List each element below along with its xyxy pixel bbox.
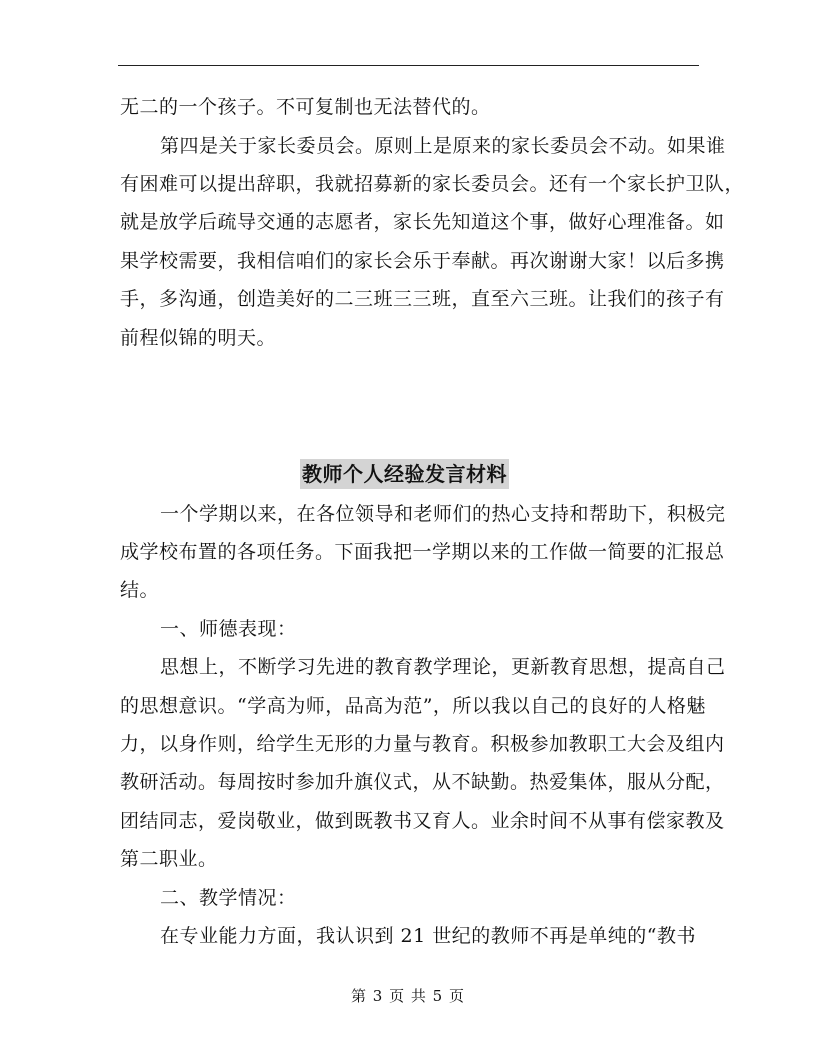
body-line: 思想上，不断学习先进的教育教学理论，更新教育思想，提高自己 <box>160 656 726 678</box>
body-line: 团结同志，爱岗敬业，做到既教书又育人。业余时间不从事有偿家教及 <box>120 810 725 832</box>
body-line: 结。 <box>120 579 160 601</box>
body-line: 第二职业。 <box>120 848 218 870</box>
body-line: 有困难可以提出辞职，我就招募新的家长委员会。还有一个家长护卫队， <box>120 173 745 195</box>
body-line: 的思想意识。“学高为师，品高为范”，所以我以自己的良好的人格魅 <box>120 695 706 717</box>
section-heading: 一、师德表现： <box>160 618 297 640</box>
body-line: 一个学期以来，在各位领导和老师们的热心支持和帮助下，积极完 <box>160 503 726 525</box>
body-line: 在专业能力方面，我认识到 21 世纪的教师不再是单纯的“教书 <box>160 925 696 947</box>
body-line: 力，以身作则，给学生无形的力量与教育。积极参加教职工大会及组内 <box>120 733 725 755</box>
header-rule <box>118 65 699 66</box>
body-line: 第四是关于家长委员会。原则上是原来的家长委员会不动。如果谁 <box>160 135 726 157</box>
section-heading: 二、教学情况： <box>160 887 297 909</box>
body-line: 前程似锦的明天。 <box>120 327 277 349</box>
article-title: 教师个人经验发言材料 <box>300 459 509 489</box>
body-line: 就是放学后疏导交通的志愿者，家长先知道这个事，做好心理准备。如 <box>120 211 725 233</box>
body-line: 成学校布置的各项任务。下面我把一学期以来的工作做一简要的汇报总 <box>120 541 725 563</box>
body-line: 手，多沟通，创造美好的二三班三三班，直至六三班。让我们的孩子有 <box>120 288 725 310</box>
body-line: 教研活动。每周按时参加升旗仪式，从不缺勤。热爱集体，服从分配， <box>120 771 725 793</box>
body-line: 果学校需要，我相信咱们的家长会乐于奉献。再次谢谢大家！以后多携 <box>120 250 725 272</box>
body-line: 无二的一个孩子。不可复制也无法替代的。 <box>120 96 491 118</box>
page-number: 第 3 页 共 5 页 <box>351 987 465 1005</box>
